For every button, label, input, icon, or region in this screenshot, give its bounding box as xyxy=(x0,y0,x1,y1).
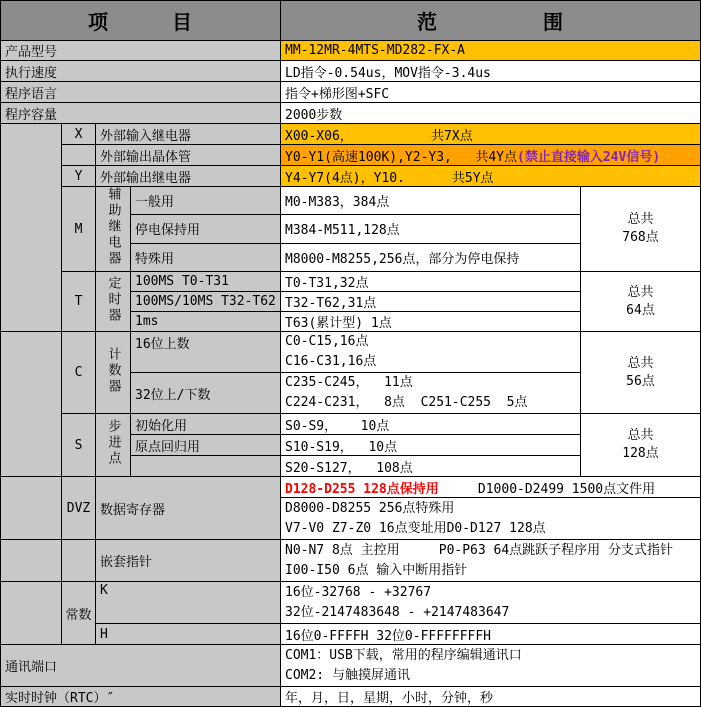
spacer-cell-ptr-b xyxy=(62,540,96,582)
spacer-cell-cs xyxy=(1,332,62,477)
pointer-label: 嵌套指针 xyxy=(96,540,281,582)
column-header-range: 范 围 xyxy=(281,1,701,41)
s-row-origin-label: 原点回归用 xyxy=(131,435,281,456)
io-transistor-label: 外部输出晶体管 xyxy=(96,145,281,166)
t-row-1ms-value: T63(累计型) 1点 xyxy=(281,312,581,332)
dvz-line1-file: D1000-D2499 1500点文件用 xyxy=(438,481,656,497)
t-row-1ms-label: 1ms xyxy=(131,312,281,332)
s-row-origin-value: S10-S19， 10点 xyxy=(281,435,581,456)
pointer-value: N0-N7 8点 主控用 P0-P63 64点跳跃子程序用 分支式指针 I00-I50 6点 输入中断用指针 xyxy=(281,540,701,582)
m-code: M xyxy=(62,187,96,272)
t-total: 总共 64点 xyxy=(581,272,701,332)
c-group: 计数器 xyxy=(96,332,131,414)
program-capacity-value: 2000步数 xyxy=(281,103,701,124)
constant-k-value: 16位-32768 - +32767 32位-2147483648 - +2147483647 xyxy=(281,582,701,624)
program-language-value: 指令+梯形图+SFC xyxy=(281,82,701,103)
dvz-line2-3: D8000-D8255 256点特殊用 V7-V0 Z7-Z0 16点变址用D0-D127 128点 xyxy=(281,498,701,540)
c-row-32bit-value: C235-C245， 11点 C224-C231， 8点 C251-C255 5点 xyxy=(281,373,581,414)
dvz-line1-retentive: D128-D255 128点保持用 xyxy=(285,481,439,497)
spacer-cell-dvz xyxy=(1,477,62,540)
s-total: 总共 128点 xyxy=(581,414,701,477)
constant-code: 常数 xyxy=(62,582,96,645)
io-transistor-range: Y0-Y1(高速100K),Y2-Y3, 共4Y点 xyxy=(285,149,518,165)
s-row-blank-value: S20-S127， 108点 xyxy=(281,456,581,477)
dvz-code: DVZ xyxy=(62,477,96,540)
product-model-label: 产品型号 xyxy=(1,41,281,61)
io-transistor-code xyxy=(62,145,96,166)
constant-h-value: 16位0-FFFFH 32位0-FFFFFFFFH xyxy=(281,624,701,645)
io-transistor-value xyxy=(281,145,701,166)
program-capacity-label: 程序容量 xyxy=(1,103,281,124)
rtc-label: 实时时钟（RTC）″ xyxy=(1,687,281,707)
rtc-value: 年，月，日，星期，小时，分钟，秒 xyxy=(281,687,701,707)
io-y-code: Y xyxy=(62,166,96,187)
io-transistor-warning: (禁止直接输入24V信号) xyxy=(517,149,661,165)
column-header-item: 项 目 xyxy=(1,1,281,41)
io-x-code: X xyxy=(62,124,96,145)
c-code: C xyxy=(62,332,96,414)
t-row-100ms-value: T0-T31,32点 xyxy=(281,272,581,292)
program-language-label: 程序语言 xyxy=(1,82,281,103)
m-total: 总共 768点 xyxy=(581,187,701,272)
dvz-line1 xyxy=(281,477,701,498)
dvz-label: 数据寄存器 xyxy=(96,477,281,540)
t-group: 定时器 xyxy=(96,272,131,332)
s-row-blank-label xyxy=(131,456,281,477)
exec-speed-label: 执行速度 xyxy=(1,61,281,82)
io-y-label: 外部输出继电器 xyxy=(96,166,281,187)
spacer-cell-xt xyxy=(1,124,62,332)
s-code: S xyxy=(62,414,96,477)
m-row-special-value: M8000-M8255,256点，部分为停电保持 xyxy=(281,243,581,271)
s-group: 步进点 xyxy=(96,414,131,477)
product-model-value: MM-12MR-4MTS-MD282-FX-A xyxy=(281,41,701,61)
spacer-cell-ptr-a xyxy=(1,540,62,582)
m-row-general-label: 一般用 xyxy=(131,187,281,215)
constant-k-label: K xyxy=(96,582,281,624)
comm-port-label: 通讯端口 xyxy=(1,645,281,687)
constant-h-label: H xyxy=(96,624,281,645)
m-row-special-label: 特殊用 xyxy=(131,243,281,271)
m-group: 辅助继电器 xyxy=(96,187,131,272)
c-row-16bit-value: C0-C15,16点 C16-C31,16点 xyxy=(281,332,581,373)
t-row-100ms-label: 100MS T0-T31 xyxy=(131,272,281,292)
io-y-value: Y4-Y7(4点)，Y10. 共5Y点 xyxy=(281,166,701,187)
exec-speed-value: LD指令-0.54us，MOV指令-3.4us xyxy=(281,61,701,82)
c-row-32bit-label: 32位上/下数 xyxy=(131,373,281,414)
t-row-10ms-value: T32-T62,31点 xyxy=(281,292,581,312)
io-x-label: 外部输入继电器 xyxy=(96,124,281,145)
s-row-init-label: 初始化用 xyxy=(131,414,281,435)
c-total: 总共 56点 xyxy=(581,332,701,414)
m-row-latched-value: M384-M511,128点 xyxy=(281,215,581,243)
s-row-init-value: S0-S9， 10点 xyxy=(281,414,581,435)
t-code: T xyxy=(62,272,96,332)
t-row-10ms-label: 100MS/10MS T32-T62 xyxy=(131,292,281,312)
m-row-latched-label: 停电保持用 xyxy=(131,215,281,243)
spacer-cell-const xyxy=(1,582,62,645)
c-row-16bit-label: 16位上数 xyxy=(131,332,281,373)
io-x-value: X00-X06， 共7X点 xyxy=(281,124,701,145)
m-row-general-value: M0-M383，384点 xyxy=(281,187,581,215)
comm-port-value: COM1：USB下载，常用的程序编辑通讯口 COM2: 与触摸屏通讯 xyxy=(281,645,701,687)
